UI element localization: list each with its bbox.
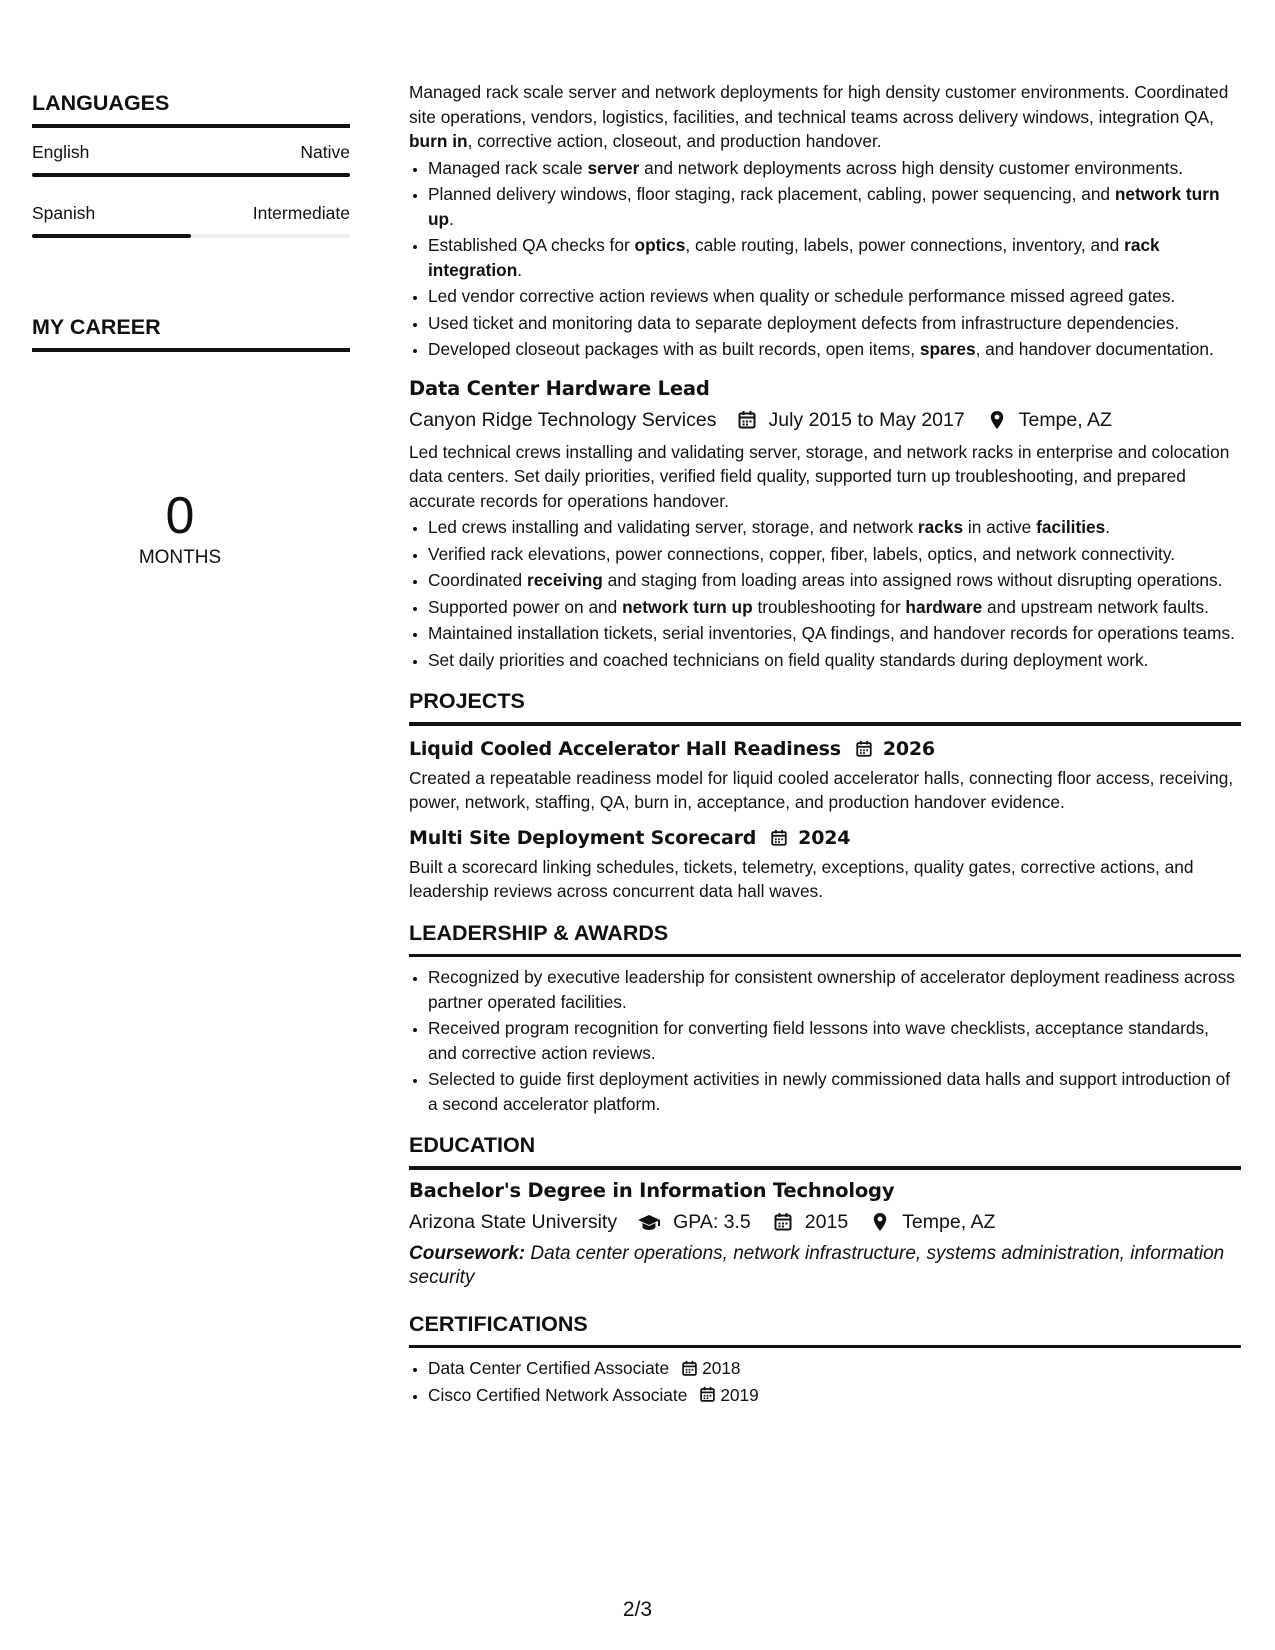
list-item: • Planned delivery windows, floor staging, rack placement, cabling, power sequencing, and network turn up.	[428, 182, 1241, 231]
education-heading: EDUCATION	[409, 1133, 536, 1157]
certifications-heading: CERTIFICATIONS	[409, 1311, 588, 1336]
list-item: • Used ticket and monitoring data to separate deployment defects from infrastructure dependencies.	[428, 311, 1241, 336]
language-level: Intermediate	[252, 203, 350, 223]
location-pin-icon	[987, 410, 1007, 430]
list-item: • Selected to guide first deployment activities in newly commissioned data halls and support introduction of a second accelerator platform.	[428, 1067, 1241, 1116]
list-item: • Received program recognition for converting field lessons into wave checklists, acceptance standards, and corrective action reviews.	[428, 1016, 1241, 1065]
job-location: Tempe, AZ	[1018, 408, 1112, 431]
experience-bullets	[409, 156, 1241, 362]
projects-heading: PROJECTS	[409, 689, 525, 713]
language-proficiency-bar	[32, 234, 350, 238]
leadership-heading: LEADERSHIP & AWARDS	[409, 920, 669, 945]
project-description: Created a repeatable readiness model for liquid cooled accelerator halls, connecting floor access, receiving, power, network, staffing, QA, burn in, acceptance, and production handover evidence.	[409, 767, 1234, 812]
certifications-divider	[409, 1345, 1241, 1349]
project-title: Multi Site Deployment Scorecard 2024	[409, 826, 851, 849]
calendar-icon	[681, 1360, 698, 1377]
language-level: Native	[300, 142, 350, 162]
job-summary: Led technical crews installing and validating server, storage, and network racks in enterprise and colocation data centers. Set daily priorities, verified field quality, supported turn up troubleshooting, and prepared accurate records for operations handover.	[409, 441, 1230, 511]
degree-title: Bachelor's Degree in Information Technology	[409, 1178, 895, 1202]
coursework: Coursework: Data center operations, network infrastructure, systems administration, information security	[409, 1242, 1225, 1288]
calendar-icon	[773, 1212, 793, 1232]
list-item: • Established QA checks for optics, cable routing, labels, power connections, inventory, and rack integration.	[428, 233, 1241, 282]
list-item: • Developed closeout packages with as built records, open items, spares, and handover documentation.	[428, 337, 1241, 362]
list-item	[428, 1383, 1241, 1408]
page-number: 2/3	[622, 1598, 653, 1621]
school-name: Arizona State University	[409, 1210, 618, 1233]
leadership-divider	[409, 954, 1241, 958]
graduation-year: 2015	[804, 1210, 849, 1233]
list-item: • Set daily priorities and coached technicians on field quality standards during deployment work.	[428, 648, 1241, 673]
calendar-icon	[737, 410, 757, 430]
job-title: Data Center Hardware Lead	[409, 376, 710, 400]
certification-year: 2019	[720, 1384, 759, 1405]
project-year: 2024	[798, 826, 851, 849]
education-divider	[409, 1166, 1241, 1170]
experience-summary: Managed rack scale server and network deployments for high density customer environments. Coordinated site operations, vendors, logistics, facilities, and technical teams across delivery windows, integration QA, burn in, corrective action, closeout, and production handover.	[409, 82, 1229, 151]
language-item	[32, 203, 350, 238]
gpa: GPA: 3.5	[673, 1210, 751, 1233]
list-item	[428, 1356, 1241, 1381]
leadership-list	[409, 965, 1241, 1116]
sidebar	[32, 90, 350, 568]
location-pin-icon	[870, 1212, 890, 1232]
list-item: • Led crews installing and validating server, storage, and network racks in active facilities.	[428, 515, 1241, 540]
certification-year: 2018	[702, 1358, 741, 1378]
language-name: Spanish	[32, 203, 96, 223]
project-description: Built a scorecard linking schedules, tickets, telemetry, exceptions, quality gates, corrective actions, and leadership reviews across concurrent data hall waves.	[409, 856, 1194, 901]
main-content	[409, 80, 1241, 1409]
job-dates: July 2015 to May 2017	[768, 408, 965, 431]
project-title: Liquid Cooled Accelerator Hall Readiness 2026	[409, 737, 935, 760]
certification-name: • Data Center Certified Associate	[428, 1358, 670, 1378]
job-bullets	[409, 515, 1241, 672]
projects-divider	[409, 722, 1241, 726]
list-item: • Coordinated receiving and staging from loading areas into assigned rows without disrupting operations.	[428, 568, 1241, 593]
languages-heading: LANGUAGES	[32, 91, 170, 115]
career-duration	[32, 488, 328, 570]
calendar-icon	[770, 829, 788, 847]
list-item: • Supported power on and network turn up troubleshooting for hardware and upstream network faults.	[428, 595, 1241, 620]
language-proficiency-bar	[32, 173, 350, 177]
graduation-cap-icon	[637, 1212, 661, 1232]
certifications-list	[409, 1356, 1241, 1407]
calendar-icon	[699, 1386, 716, 1403]
career-heading: MY CAREER	[32, 315, 161, 339]
calendar-icon	[855, 740, 873, 758]
career-divider	[32, 348, 350, 352]
list-item: • Led vendor corrective action reviews when quality or schedule performance missed agreed gates.	[428, 284, 1241, 309]
certification-name: • Cisco Certified Network Associate	[428, 1384, 688, 1405]
school-location: Tempe, AZ	[902, 1210, 996, 1233]
language-item	[32, 142, 350, 177]
career-duration-unit: MONTHS	[138, 547, 222, 568]
language-proficiency-fill	[32, 173, 350, 177]
list-item: • Recognized by executive leadership for consistent ownership of accelerator deployment readiness across partner operated facilities.	[428, 965, 1241, 1014]
list-item: • Verified rack elevations, power connections, copper, fiber, labels, optics, and network connectivity.	[428, 542, 1241, 567]
education-meta	[409, 1208, 1241, 1236]
project-year: 2026	[882, 737, 935, 760]
list-item: • Managed rack scale server and network deployments across high density customer environments.	[428, 156, 1241, 181]
language-proficiency-fill	[32, 234, 191, 238]
language-name: English	[32, 142, 90, 162]
career-duration-value: 0	[165, 487, 195, 545]
job-company: Canyon Ridge Technology Services	[409, 408, 717, 431]
job-meta	[409, 406, 1241, 434]
languages-divider	[32, 124, 350, 128]
list-item: • Maintained installation tickets, serial inventories, QA findings, and handover records for operations teams.	[428, 621, 1241, 646]
